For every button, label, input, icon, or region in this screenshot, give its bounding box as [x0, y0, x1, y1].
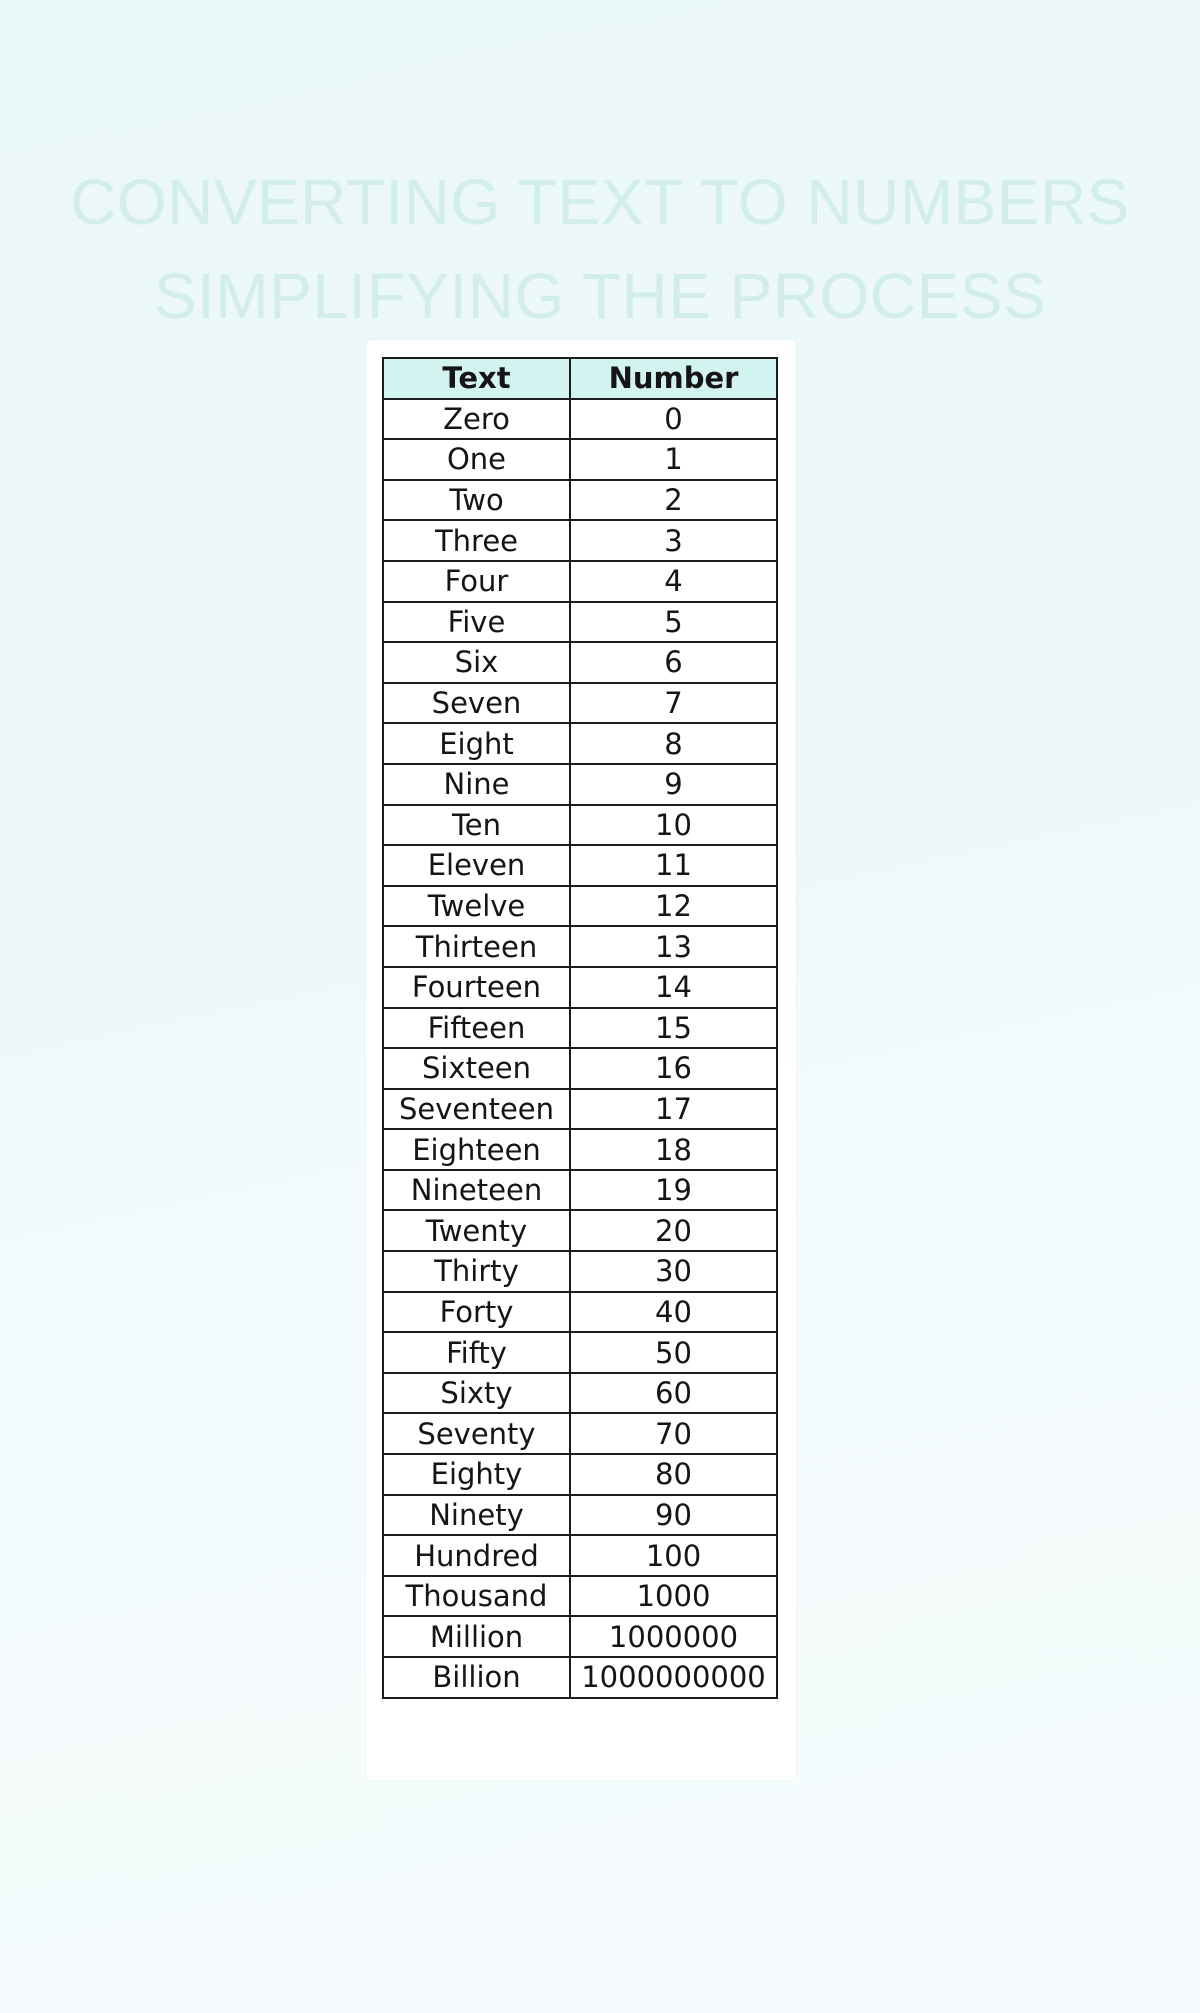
- cell-text: Four: [383, 561, 570, 602]
- cell-number: 1: [570, 439, 777, 480]
- table-row: [383, 723, 777, 764]
- cell-text: Thirteen: [383, 926, 570, 967]
- cell-number: 12: [570, 886, 777, 927]
- page-title: [0, 155, 1200, 343]
- cell-text: Twelve: [383, 886, 570, 927]
- cell-text: Eleven: [383, 845, 570, 886]
- header-number: Number: [570, 358, 777, 399]
- table-row: [383, 1657, 777, 1698]
- table-row: [383, 764, 777, 805]
- table-card: [366, 340, 796, 1780]
- table-row: [383, 1170, 777, 1211]
- cell-number: 11: [570, 845, 777, 886]
- header-row: [383, 358, 777, 399]
- cell-text: Fifteen: [383, 1008, 570, 1049]
- cell-number: 6: [570, 642, 777, 683]
- cell-number: 50: [570, 1332, 777, 1373]
- table-row: [383, 1535, 777, 1576]
- cell-text: Billion: [383, 1657, 570, 1698]
- table-row: [383, 1008, 777, 1049]
- cell-number: 10: [570, 805, 777, 846]
- title-line-1: CONVERTING TEXT TO NUMBERS: [70, 165, 1130, 238]
- cell-number: 5: [570, 602, 777, 643]
- table-row: [383, 561, 777, 602]
- cell-text: Million: [383, 1616, 570, 1657]
- table-row: [383, 1616, 777, 1657]
- cell-number: 20: [570, 1210, 777, 1251]
- table-row: [383, 1210, 777, 1251]
- cell-text: Zero: [383, 399, 570, 440]
- cell-text: Forty: [383, 1292, 570, 1333]
- cell-number: 60: [570, 1373, 777, 1414]
- cell-text: Seventy: [383, 1413, 570, 1454]
- table-row: [383, 642, 777, 683]
- cell-number: 2: [570, 480, 777, 521]
- cell-number: 40: [570, 1292, 777, 1333]
- table-row: [383, 967, 777, 1008]
- cell-text: Eighty: [383, 1454, 570, 1495]
- cell-number: 14: [570, 967, 777, 1008]
- cell-text: Thousand: [383, 1576, 570, 1617]
- cell-text: Eight: [383, 723, 570, 764]
- cell-number: 1000000000: [570, 1657, 777, 1698]
- table-row: [383, 480, 777, 521]
- cell-text: Ten: [383, 805, 570, 846]
- table-row: [383, 1251, 777, 1292]
- cell-number: 18: [570, 1129, 777, 1170]
- cell-number: 13: [570, 926, 777, 967]
- table-row: [383, 845, 777, 886]
- table-row: [383, 1373, 777, 1414]
- table-row: [383, 1129, 777, 1170]
- table-row: [383, 1454, 777, 1495]
- title-line-2: SIMPLIFYING THE PROCESS: [153, 259, 1047, 332]
- cell-text: One: [383, 439, 570, 480]
- cell-number: 100: [570, 1535, 777, 1576]
- table-row: [383, 1495, 777, 1536]
- cell-number: 17: [570, 1089, 777, 1130]
- cell-number: 9: [570, 764, 777, 805]
- table-row: [383, 1048, 777, 1089]
- cell-number: 30: [570, 1251, 777, 1292]
- cell-number: 70: [570, 1413, 777, 1454]
- table-row: [383, 520, 777, 561]
- conversion-table: [382, 357, 778, 1699]
- cell-text: Three: [383, 520, 570, 561]
- cell-text: Fifty: [383, 1332, 570, 1373]
- cell-number: 7: [570, 683, 777, 724]
- cell-number: 15: [570, 1008, 777, 1049]
- cell-number: 3: [570, 520, 777, 561]
- cell-text: Sixteen: [383, 1048, 570, 1089]
- cell-text: Seventeen: [383, 1089, 570, 1130]
- cell-text: Nine: [383, 764, 570, 805]
- cell-text: Ninety: [383, 1495, 570, 1536]
- table-row: [383, 886, 777, 927]
- cell-number: 1000000: [570, 1616, 777, 1657]
- table-row: [383, 439, 777, 480]
- table-row: [383, 805, 777, 846]
- cell-number: 16: [570, 1048, 777, 1089]
- cell-text: Eighteen: [383, 1129, 570, 1170]
- cell-text: Fourteen: [383, 967, 570, 1008]
- table-row: [383, 399, 777, 440]
- table-row: [383, 1332, 777, 1373]
- table-body: [383, 399, 777, 1698]
- cell-text: Thirty: [383, 1251, 570, 1292]
- cell-text: Nineteen: [383, 1170, 570, 1211]
- cell-text: Six: [383, 642, 570, 683]
- table-row: [383, 1576, 777, 1617]
- cell-number: 19: [570, 1170, 777, 1211]
- cell-number: 8: [570, 723, 777, 764]
- header-text: Text: [383, 358, 570, 399]
- cell-text: Two: [383, 480, 570, 521]
- cell-text: Hundred: [383, 1535, 570, 1576]
- cell-text: Twenty: [383, 1210, 570, 1251]
- table-row: [383, 1292, 777, 1333]
- cell-number: 80: [570, 1454, 777, 1495]
- table-row: [383, 926, 777, 967]
- table-row: [383, 602, 777, 643]
- table-row: [383, 1413, 777, 1454]
- cell-text: Sixty: [383, 1373, 570, 1414]
- cell-number: 4: [570, 561, 777, 602]
- cell-number: 1000: [570, 1576, 777, 1617]
- cell-text: Five: [383, 602, 570, 643]
- table-row: [383, 1089, 777, 1130]
- cell-number: 0: [570, 399, 777, 440]
- cell-text: Seven: [383, 683, 570, 724]
- cell-number: 90: [570, 1495, 777, 1536]
- table-row: [383, 683, 777, 724]
